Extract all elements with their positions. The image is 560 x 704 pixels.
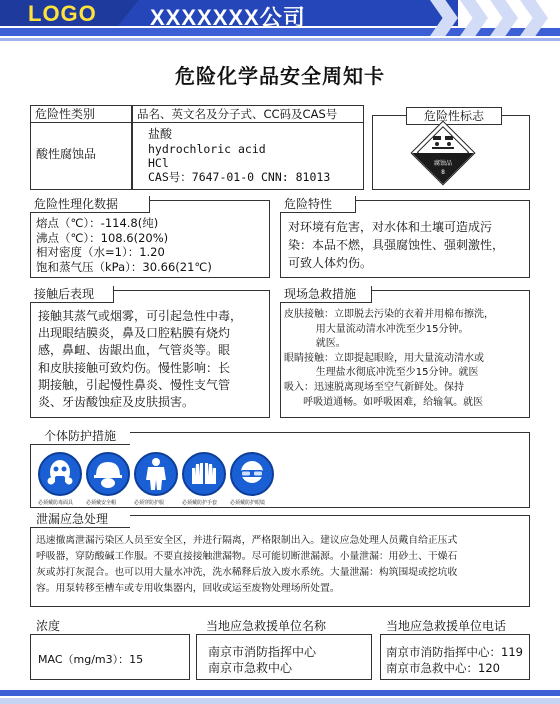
rescue-phone-lines	[386, 644, 523, 676]
rescue-unit-lines	[208, 644, 316, 676]
footer-stripe	[0, 690, 560, 696]
hazard-sign-text: 腐蚀品	[433, 160, 452, 167]
identity-name-cn: 盐酸	[148, 127, 173, 141]
ppe-caption: 必须戴防毒面具	[38, 500, 74, 506]
identity-cas: CAS号：7647-01-0 CNN: 81013	[148, 170, 331, 184]
contact-line: 期接触，引起慢性鼻炎、慢性支气管	[38, 377, 231, 392]
hazard-category-label: 危险性类别	[30, 105, 132, 123]
emergency-line: 生理盐水彻底冲洗至少15分钟。就医	[284, 367, 479, 379]
contact-line: 炎、牙齿酸蚀症及皮肤损害。	[38, 395, 195, 410]
emergency-line: 用大量流动清水冲洗至少15分钟。	[284, 323, 469, 335]
physchem-line: 沸点（℃）：108.6(20%)	[36, 230, 169, 245]
physchem-line: 相对密度（水=1）：1.20	[36, 245, 165, 259]
leak-line: 灰或苏打灰混合。也可以用大量水冲洗，洗水稀释后放入废水系统。大量泄漏：构筑围堤或挖坑收	[36, 567, 458, 578]
safety-helmet-icon	[86, 452, 130, 496]
physchem-line: 饱和蒸气压（kPa）：30.66(21℃)	[36, 259, 212, 274]
emergency-line: 呼吸道通畅。如呼吸困难，给输氧。就医	[284, 396, 484, 408]
page-title: 危险化学品安全周知卡	[175, 64, 385, 88]
leak-line: 迅速撤离泄漏污染区人员至安全区，并进行隔离，严格限制出入。建议应急处理人员戴自给正压式	[36, 535, 458, 546]
properties-line: 对环境有危害，对水体和土壤可造成污	[288, 220, 493, 234]
company-name: XXXXXXX公司	[150, 5, 306, 30]
corrosive-drops-icon	[430, 135, 456, 149]
physchem-lines	[36, 216, 212, 274]
properties-label: 危险特性	[280, 196, 356, 213]
contact-lines	[38, 308, 242, 411]
emergency-label: 现场急救措施	[280, 286, 372, 303]
concentration-value: MAC（mg/m3）：15	[38, 653, 144, 666]
header-band	[0, 0, 560, 44]
ppe-label: 个体防护措施	[30, 428, 130, 445]
contact-line: 出现眼结膜炎，鼻及口腔粘膜有烧灼	[38, 326, 231, 341]
ppe-caption: 必须戴防护手套	[182, 500, 218, 506]
physchem-label: 危险性理化数据	[30, 196, 150, 213]
identity-name-en: hydrochloric acid	[148, 142, 266, 156]
physchem-line: 熔点（℃）：-114.8(纯)	[36, 216, 159, 230]
emergency-line: 就医。	[284, 338, 346, 350]
concentration-label: 浓度	[30, 618, 190, 635]
hazard-category-value: 酸性腐蚀品	[36, 147, 97, 161]
hazard-mark-label: 危险性标志	[406, 107, 502, 125]
properties-line: 染：本品不燃，具强腐蚀性、强刺激性，	[288, 238, 505, 252]
goggles-icon	[230, 452, 274, 496]
leak-label: 泄漏应急处理	[30, 511, 130, 528]
rescue-unit-label: 当地应急救援单位名称	[196, 618, 372, 635]
ppe-caption: 必须戴防护眼镜	[230, 500, 266, 506]
logo: LOGO	[28, 1, 97, 26]
contact-line: 接触其蒸气或烟雾，可引起急性中毒，	[38, 309, 243, 323]
emergency-line: 眼睛接触：立即提起眼睑，用大量流动清水或	[284, 352, 484, 364]
identity-label: 品名、英文名及分子式、CC码及CAS号	[132, 105, 364, 123]
leak-line: 呼吸器，穿防酸碱工作服。不要直接接触泄漏物。尽可能切断泄漏源。小量泄漏：用砂土、干燥石	[36, 551, 458, 562]
properties-lines	[288, 218, 504, 272]
contact-label: 接触后表现	[30, 286, 114, 303]
header-stripe-light	[0, 38, 560, 41]
rescue-phone-line: 南京市消防指挥中心：119	[386, 645, 523, 659]
rescue-unit-line: 南京市消防指挥中心	[208, 645, 317, 659]
emergency-line: 皮肤接触：立即脱去污染的衣着并用棉布擦洗，	[284, 309, 494, 320]
footer-stripe-light	[0, 698, 560, 704]
leak-lines	[36, 533, 457, 597]
contact-line: 感，鼻衄、齿龈出血，气管炎等。眼	[38, 343, 231, 358]
rescue-phone-label: 当地应急救援单位电话	[380, 618, 530, 635]
emergency-line: 吸入：迅速脱离现场至空气新鲜处。保持	[284, 381, 464, 393]
protective-suit-icon	[134, 452, 178, 496]
contact-line: 和皮肤接触可致灼伤。慢性影响：长	[38, 360, 231, 375]
emergency-lines	[284, 308, 494, 410]
gas-mask-icon	[38, 452, 82, 496]
hazard-class-number: 8	[441, 169, 445, 176]
properties-line: 可致人体灼伤。	[288, 256, 373, 270]
rescue-phone-line: 南京市急救中心：120	[386, 661, 500, 675]
leak-line: 容。用泵转移至槽车或专用收集器内，回收或运至废物处理场所处置。	[36, 583, 340, 594]
identity-formula: HCl	[148, 156, 169, 170]
ppe-caption: 必须穿防护服	[134, 500, 165, 506]
ppe-caption: 必须戴安全帽	[86, 500, 117, 506]
rescue-unit-line: 南京市急救中心	[208, 661, 293, 675]
protective-gloves-icon	[182, 452, 226, 496]
